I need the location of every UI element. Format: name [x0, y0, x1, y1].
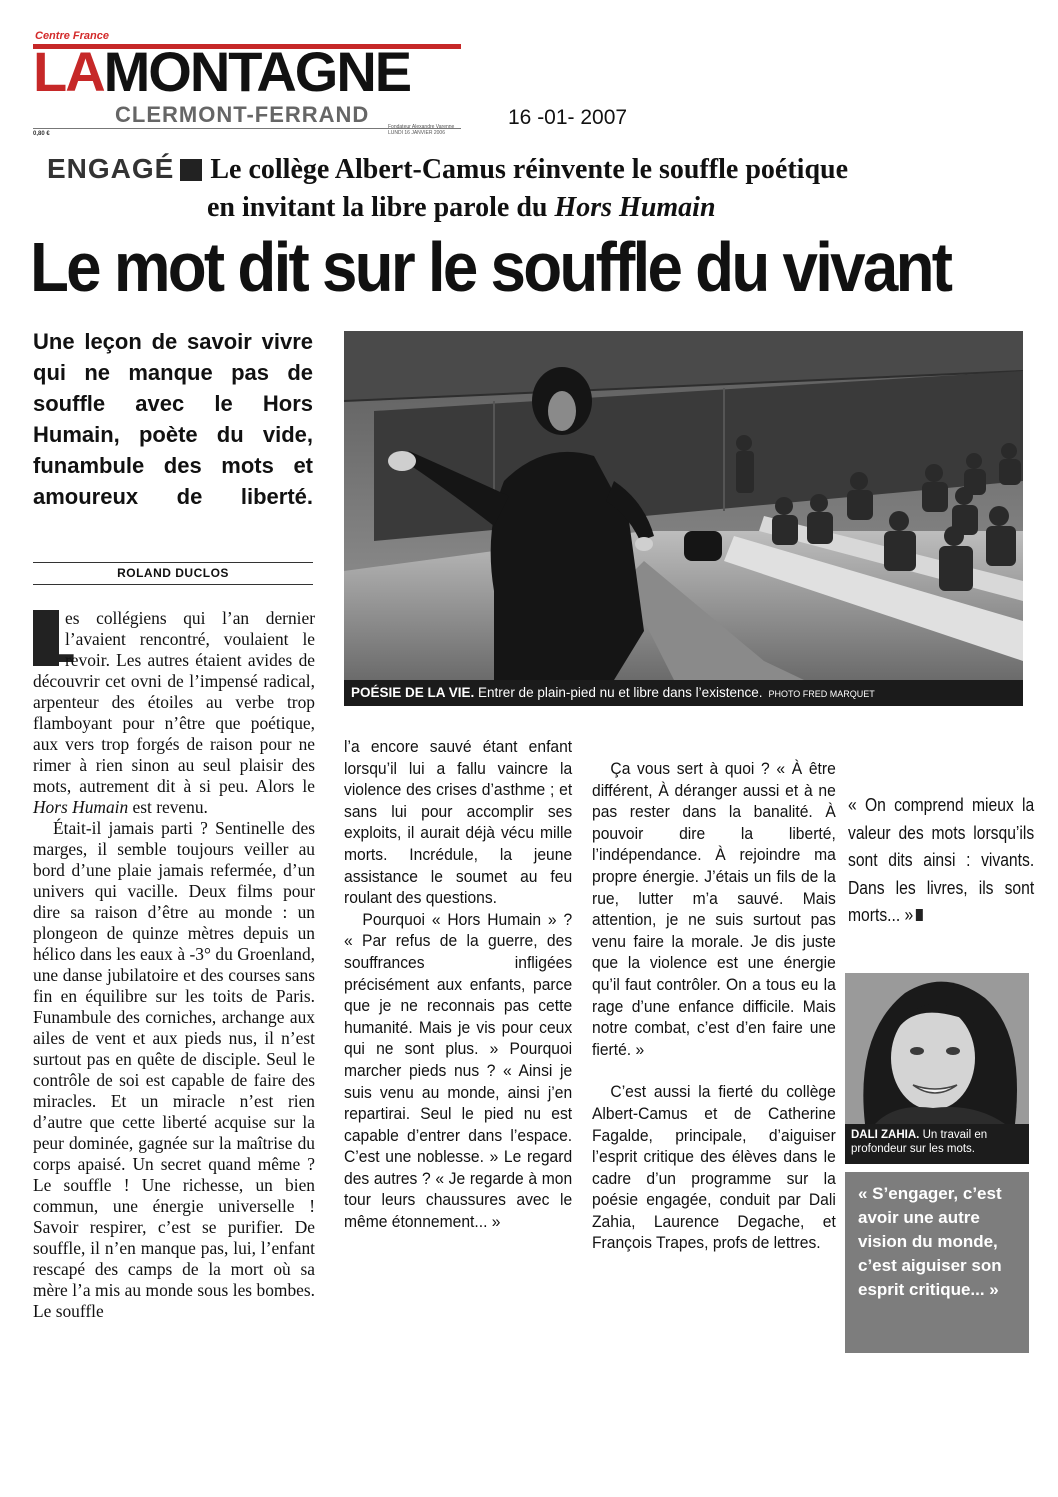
founder-line: Fondateur Alexandre Varenne	[388, 124, 455, 130]
article-text: es collégiens qui l’an dernier l’avaient rencontré, voulaient le revoir. Les autres étaient avides de découvrir cet ovni de l’impensé radical, arpenteur des étoiles au verbe trop flamboyant pour n’être que poétique, aux vers trop forgés de raison pour ne rimer à rien sinon au seul plaisir des mots, autrement dit à si peu. Alors le	[33, 608, 315, 796]
end-mark-icon	[916, 909, 923, 921]
price: 0,80 €	[33, 131, 50, 137]
photo-caption	[344, 680, 1023, 706]
group-logo: Centre France	[35, 30, 109, 42]
headline: Le mot dit sur le souffle du vivant	[30, 228, 951, 306]
photo-caption-lead: POÉSIE DE LA VIE.	[351, 685, 475, 700]
kicker-italic: Hors Humain	[554, 192, 716, 223]
edition-city: CLERMONT-FERRAND	[115, 102, 370, 127]
article-column-1	[33, 599, 315, 1322]
portrait-caption	[845, 1124, 1029, 1164]
newspaper-name-main: MONTAGNE	[103, 40, 411, 103]
pull-quote	[848, 792, 1034, 930]
kicker-line-2	[47, 189, 1037, 227]
newspaper-name	[33, 40, 411, 103]
kicker-tag: ENGAGÉ	[47, 153, 175, 184]
byline: ROLAND DUCLOS	[117, 566, 229, 580]
article-italic: Hors Humain	[33, 797, 129, 817]
article-text: est revenu.	[128, 797, 208, 817]
lead-paragraph: Une leçon de savoir vivre qui ne manque pas de souffle avec le Hors Humain, poète du vide, funambule des mots et amoureux de liberté.	[33, 329, 313, 509]
handwritten-date: 16 -01- 2007	[508, 106, 628, 129]
paragraph-gap	[592, 1060, 836, 1081]
article-paragraph: Était-il jamais parti ? Sentinelle des marges, il semble toujours veiller au bord d’une plaie jamais refermée, d’un univers qui vacille. Deux films pour dire sa raison d’être au monde : un plongeon de quinze mètres depuis un hélico dans les eaux à -3° du Groenland, une danse jubilatoire et des courses sans fin en équilibre sur les toits de Paris. Funambule des corniches, archange aux ailes de vent et aux pieds nus, il n’est surtout pas en quête de disciple. Seul le contrôle de soi est capable de faire des miracles. Et un miracle n’est rien d’autre que cette liberté acquise sur la peur dominée, gagnée sur la maîtrise du corps apaisé. Un secret quand même ? Le souffle ! Une richesse, un bien commun, une énergie universelle ! Savoir respirer, c’est se purifier. De souffle, il n’en manque pas, lui, l’enfant rescapé des camps de la mort où sa mère l’a mis au monde sous les bombes. Le souffle	[33, 818, 315, 1321]
pull-quote-text: « On comprend mieux la valeur des mots lorsqu’ils sont dits ainsi : vivants. Dans les livres, ils sont morts... »	[848, 795, 1035, 925]
kicker-text-1: Le collège Albert-Camus réinvente le souffle poétique	[210, 154, 849, 185]
classroom-photo-image	[344, 331, 1023, 680]
kicker-line-1	[47, 150, 1037, 189]
masthead	[33, 30, 463, 138]
photo-caption-text: Entrer de plain-pied nu et libre dans l’existence.	[478, 685, 763, 700]
newspaper-name-la: LA	[33, 40, 104, 103]
portrait-caption-name: DALI ZAHIA.	[851, 1129, 920, 1141]
article-paragraph: C’est aussi la fierté du collège Albert-Camus et de Catherine Fagalde, principale, d’aiguiser l’esprit critique des élèves dans le cadre d’un programme sur la poésie engagée, conduit par Dali Zahia, Laurence Degache, et François Trapes, profs de lettres.	[592, 1082, 836, 1253]
article-paragraph: Pourquoi « Hors Humain » ? « Par refus de la guerre, des souffrances infligées précisément aux enfants, parce que je ne reconnais pas cette humanité. Mais je vis pour ceux qui ne sont plus. » Pourquoi marcher pieds nus ? « Ainsi je suis venu au monde, ainsi j’en repartirai. Seul le pied nu est capable d’entrer dans l’espace. C’est une noblesse. » Le regard des autres ? « Je regarde à mon tour leurs chaussures avec le même étonnement... »	[344, 909, 573, 1232]
drop-cap: L	[33, 599, 76, 677]
issue-date: LUNDI 16 JANVIER 2006	[388, 130, 445, 136]
photo-credit: PHOTO FRED MARQUET	[768, 689, 875, 699]
portrait-photo-image	[845, 973, 1029, 1124]
portrait-photo	[845, 973, 1029, 1124]
square-bullet-icon	[180, 159, 202, 181]
article-paragraph: l’a encore sauvé étant enfant lorsqu’il lui a fallu vaincre la violence des crises d’asthme ; et sans lui pour accomplir ses exploits, il aurait déjà vécu mille morts. Incrédule, la jeune assistance le soumet au feu roulant des questions.	[344, 737, 573, 908]
kicker-text-2: en invitant la libre parole du	[207, 192, 555, 223]
article-paragraph	[33, 599, 315, 818]
portrait-caption-text: Un travail en profondeur sur les mots.	[851, 1129, 988, 1155]
sidebar-quote: « S’engager, c’est avoir une autre vision du monde, c’est aiguiser son esprit critique... »	[858, 1184, 1002, 1299]
byline-rule-bottom	[33, 584, 313, 585]
article-column-2	[344, 736, 572, 1233]
kicker	[47, 150, 1037, 227]
article-paragraph: Ça vous sert à quoi ? « À être différent, À déranger aussi et à ne pas rester dans la banalité. À pouvoir dire la liberté, l’indépendance. À rejoindre ma propre énergie. J’étais un fils de la rue, lutter m’a sauvé. Mais attention, je ne suis surtout pas venu faire la morale. Je dis juste que la violence est une énergie qu’il faut contrôler. On a tous eu la rage d’une enfance difficile. Mais notre combat, c’est d’en faire une fierté. »	[592, 759, 836, 1059]
classroom-photo	[344, 331, 1023, 680]
article-column-3	[592, 758, 836, 1254]
byline-rule-top	[33, 562, 313, 563]
